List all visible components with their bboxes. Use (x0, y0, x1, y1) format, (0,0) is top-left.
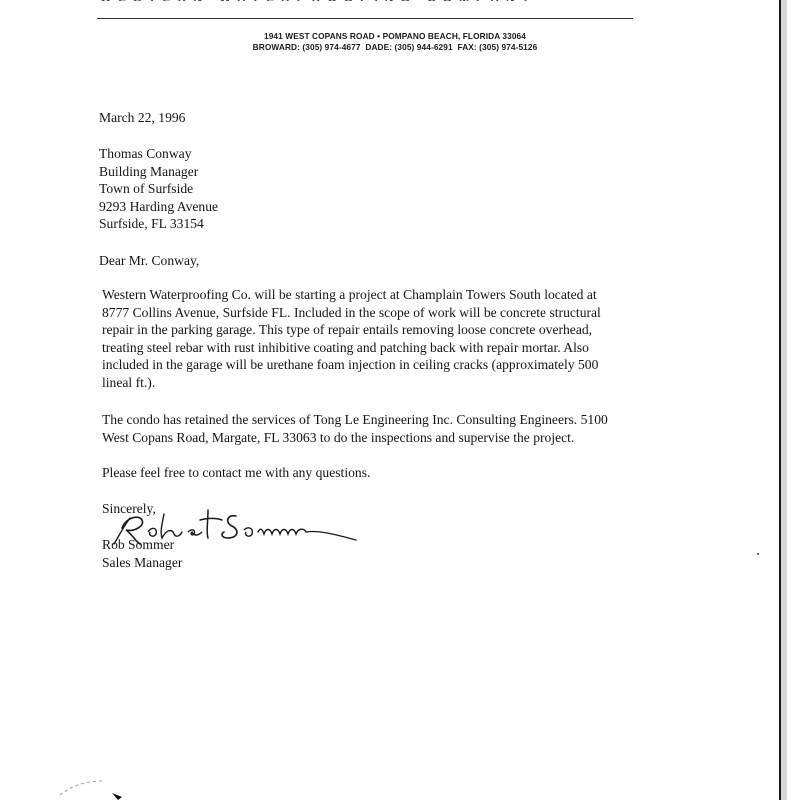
letterhead-company-name (100, 0, 660, 1)
letter-date: March 22, 1996 (99, 110, 186, 125)
paragraph-line: Please feel free to contact me with any questions. (102, 465, 371, 480)
letterhead-address-line: 1941 WEST COPANS ROAD • POMPANO BEACH, FLORIDA 33064 (264, 31, 526, 41)
paragraph-line: treating steel rebar with rust inhibitive coating and patching back with repair mortar. Also (102, 339, 589, 355)
paragraph-line: lineal ft.). (102, 374, 156, 390)
salutation: Dear Mr. Conway, (99, 253, 200, 268)
recipient-city: Surfside, FL 33154 (99, 216, 204, 231)
closing: Sincerely, (102, 501, 156, 516)
recipient-address-block (99, 145, 218, 233)
recipient-name: Thomas Conway (99, 146, 192, 161)
recipient-title: Building Manager (99, 163, 199, 179)
paragraph-line: repair in the parking garage. This type of repair entails removing loose concrete overhead, (102, 322, 593, 337)
paragraph-line: included in the garage will be urethane foam injection in ceiling cracks (approximately 500 (102, 357, 599, 372)
page-edge-shadow (781, 0, 787, 800)
paragraph-line: Western Waterproofing Co. will be starting a project at Champlain Towers South located at (102, 287, 597, 302)
recipient-street: 9293 Harding Avenue (99, 198, 219, 214)
letterhead-address-block (130, 31, 660, 53)
signer-title: Sales Manager (102, 555, 183, 570)
scan-artifact-mark (58, 775, 138, 800)
letterhead-phone-line: BROWARD: (305) 974-4677 DADE: (305) 944-6291 FAX: (305) 974-5126 (252, 42, 538, 52)
signer-name: Rob Sommer (102, 537, 175, 552)
body-paragraph-3 (102, 464, 370, 482)
paragraph-line: 8777 Collins Avenue, Surfside FL. Included in the scope of work will be concrete structural (102, 304, 601, 320)
recipient-organization: Town of Surfside (99, 181, 194, 196)
paragraph-line: West Copans Road, Margate, FL 33063 to do the inspections and supervise the project. (102, 429, 575, 445)
letterhead-rule (97, 18, 633, 19)
scan-speck (757, 553, 759, 555)
body-paragraph-1 (102, 286, 702, 391)
paragraph-line: The condo has retained the services of Tong Le Engineering Inc. Consulting Engineers. 5100 (102, 412, 608, 427)
body-paragraph-2 (102, 411, 702, 446)
